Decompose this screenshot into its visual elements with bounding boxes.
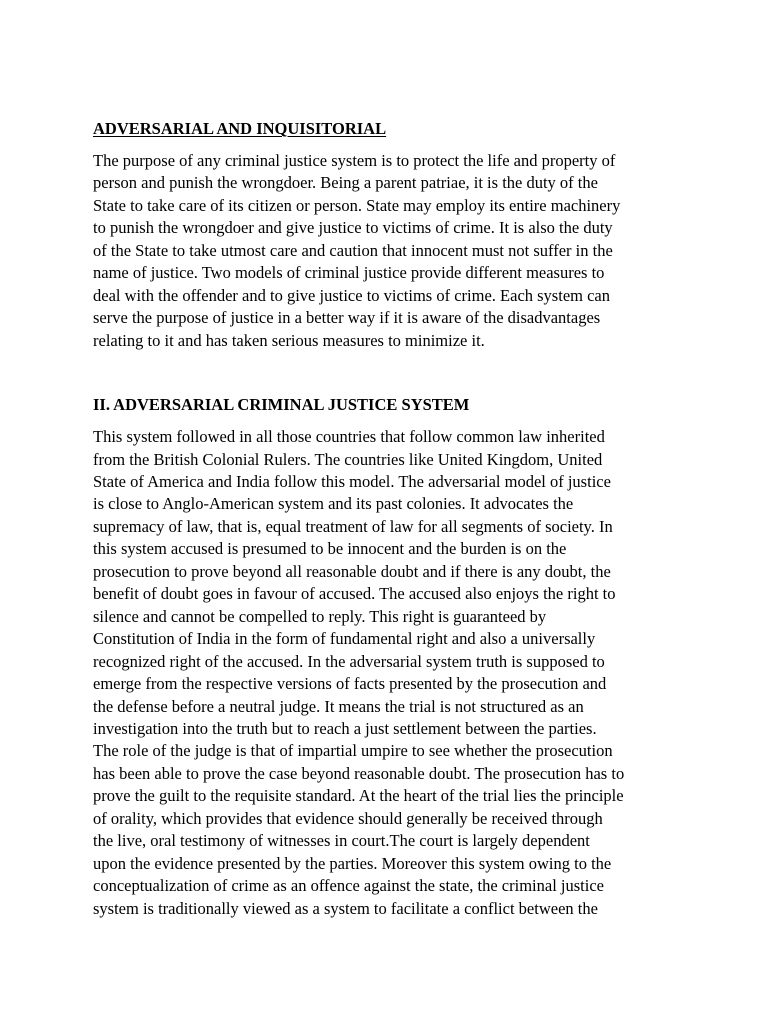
section-heading-adversarial-inquisitorial: ADVERSARIAL AND INQUISITORIAL bbox=[93, 119, 387, 138]
paragraph-line: upon the evidence presented by the parties. Moreover this system owing to the bbox=[93, 853, 612, 873]
paragraph-line: prosecution to prove beyond all reasonable doubt and if there is any doubt, the bbox=[93, 561, 611, 581]
adversarial-system-paragraph bbox=[93, 426, 683, 920]
paragraph-line: silence and cannot be compelled to reply. This right is guaranteed by bbox=[93, 606, 547, 626]
paragraph-line: person and punish the wrongdoer. Being a parent patriae, it is the duty of the bbox=[93, 173, 598, 193]
paragraph-line: investigation into the truth but to reach a just settlement between the parties. bbox=[93, 718, 597, 738]
paragraph-line: relating to it and has taken serious measures to minimize it. bbox=[93, 330, 485, 350]
paragraph-line: this system accused is presumed to be innocent and the burden is on the bbox=[93, 539, 567, 559]
paragraph-line: system is traditionally viewed as a system to facilitate a conflict between the bbox=[93, 898, 598, 918]
paragraph-line: recognized right of the accused. In the adversarial system truth is supposed to bbox=[93, 651, 605, 671]
section-heading-adversarial-system: II. ADVERSARIAL CRIMINAL JUSTICE SYSTEM bbox=[93, 395, 470, 415]
paragraph-line: serve the purpose of justice in a better way if it is aware of the disadvantages bbox=[93, 308, 601, 328]
paragraph-line: conceptualization of crime as an offence against the state, the criminal justice bbox=[93, 876, 604, 896]
paragraph-line: from the British Colonial Rulers. The countries like United Kingdom, United bbox=[93, 449, 603, 469]
paragraph-line: emerge from the respective versions of facts presented by the prosecution and bbox=[93, 674, 607, 694]
paragraph-line: benefit of doubt goes in favour of accused. The accused also enjoys the right to bbox=[93, 584, 616, 604]
paragraph-line: of the State to take utmost care and caution that innocent must not suffer in the bbox=[93, 240, 613, 260]
paragraph-line: The purpose of any criminal justice system is to protect the life and property of bbox=[93, 151, 616, 170]
document-page bbox=[93, 118, 683, 920]
paragraph-line: deal with the offender and to give justice to victims of crime. Each system can bbox=[93, 285, 610, 305]
paragraph-line: supremacy of law, that is, equal treatment of law for all segments of society. In bbox=[93, 516, 613, 536]
paragraph-line: State to take care of its citizen or person. State may employ its entire machinery bbox=[93, 195, 621, 215]
paragraph-line: to punish the wrongdoer and give justice to victims of crime. It is also the duty bbox=[93, 218, 613, 238]
paragraph-line: the live, oral testimony of witnesses in court.The court is largely dependent bbox=[93, 831, 590, 851]
paragraph-line: of orality, which provides that evidence should generally be received through bbox=[93, 808, 603, 828]
paragraph-line: This system followed in all those countries that follow common law inherited bbox=[93, 427, 605, 447]
paragraph-line: Constitution of India in the form of fundamental right and also a universally bbox=[93, 629, 596, 649]
paragraph-line: has been able to prove the case beyond reasonable doubt. The prosecution has to bbox=[93, 763, 625, 783]
paragraph-line: name of justice. Two models of criminal justice provide different measures to bbox=[93, 263, 605, 283]
paragraph-line: The role of the judge is that of impartial umpire to see whether the prosecution bbox=[93, 741, 613, 761]
paragraph-line: is close to Anglo-American system and its past colonies. It advocates the bbox=[93, 494, 574, 514]
paragraph-line: State of America and India follow this model. The adversarial model of justice bbox=[93, 471, 611, 491]
paragraph-line: prove the guilt to the requisite standard. At the heart of the trial lies the principle bbox=[93, 786, 624, 806]
paragraph-line: the defense before a neutral judge. It means the trial is not structured as an bbox=[93, 696, 584, 716]
intro-paragraph bbox=[93, 150, 683, 352]
